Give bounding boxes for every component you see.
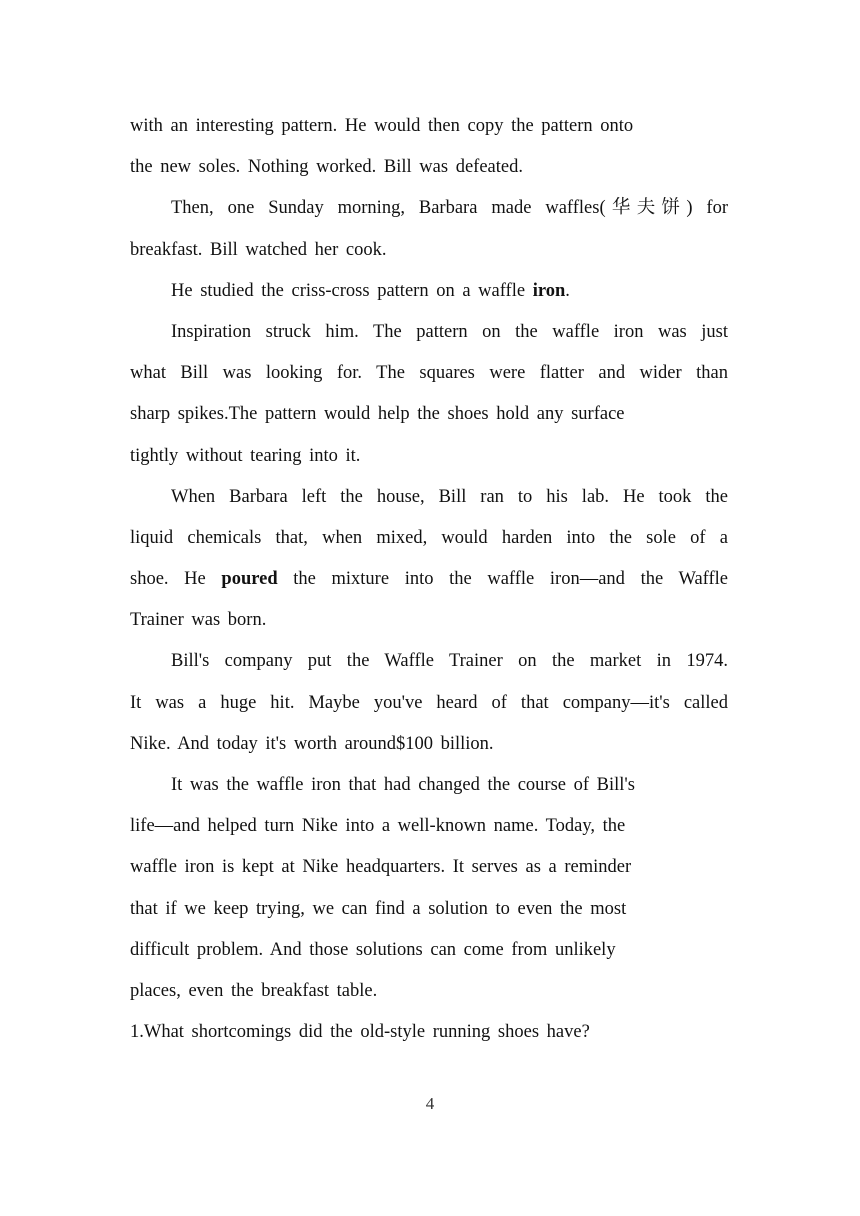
text-line: It was the waffle iron that had changed the course of Bill's (171, 775, 635, 795)
text-line (130, 271, 728, 312)
text-line: places, even the breakfast table. (130, 980, 378, 1001)
text-line: Nike. And today it's worth around$100 billion. (130, 733, 494, 754)
text-line: When Barbara left the house, Bill ran to his lab. He took the (171, 486, 728, 507)
text-line: what Bill was looking for. The squares were flatter and wider than (130, 363, 728, 384)
text-line: Inspiration struck him. The pattern on the waffle iron was just (171, 321, 728, 342)
text-line: with an interesting pattern. He would then copy the pattern onto (130, 116, 634, 136)
bold-word-iron: iron (532, 280, 566, 301)
text-line: the new soles. Nothing worked. Bill was defeated. (130, 157, 523, 178)
text-line: difficult problem. And those solutions can come from unlikely (130, 939, 616, 960)
text-fragment: shoe. He (130, 569, 222, 590)
text-line: life—and helped turn Nike into a well-known name. Today, the (130, 816, 626, 837)
text-fragment: the mixture into the waffle iron—and the Waffle (277, 569, 729, 590)
article-body (130, 106, 728, 1053)
text-line: liquid chemicals that, when mixed, would harden into the sole of a (130, 527, 728, 548)
text-fragment: He studied the criss-cross pattern on a waffle (171, 280, 533, 301)
text-line: It was a huge hit. Maybe you've heard of that company—it's called (130, 692, 728, 713)
question-line: 1.What shortcomings did the old-style running shoes have? (130, 1022, 590, 1043)
text-line: that if we keep trying, we can find a solution to even the most (130, 898, 627, 919)
text-fragment: . (565, 280, 570, 301)
text-line: Trainer was born. (130, 610, 267, 631)
text-line: Bill's company put the Waffle Trainer on the market in 1974. (171, 651, 728, 672)
text-line: waffle iron is kept at Nike headquarters. It serves as a reminder (130, 857, 632, 878)
text-line: Then, one Sunday morning, Barbara made waffles(华夫饼) for (171, 198, 728, 219)
bold-word-poured: poured (221, 569, 278, 590)
text-line: breakfast. Bill watched her cook. (130, 239, 387, 260)
page-number: 4 (425, 1094, 435, 1113)
text-line (130, 559, 728, 600)
text-line: sharp spikes.The pattern would help the shoes hold any surface (130, 404, 625, 425)
text-line: tightly without tearing into it. (130, 445, 361, 466)
